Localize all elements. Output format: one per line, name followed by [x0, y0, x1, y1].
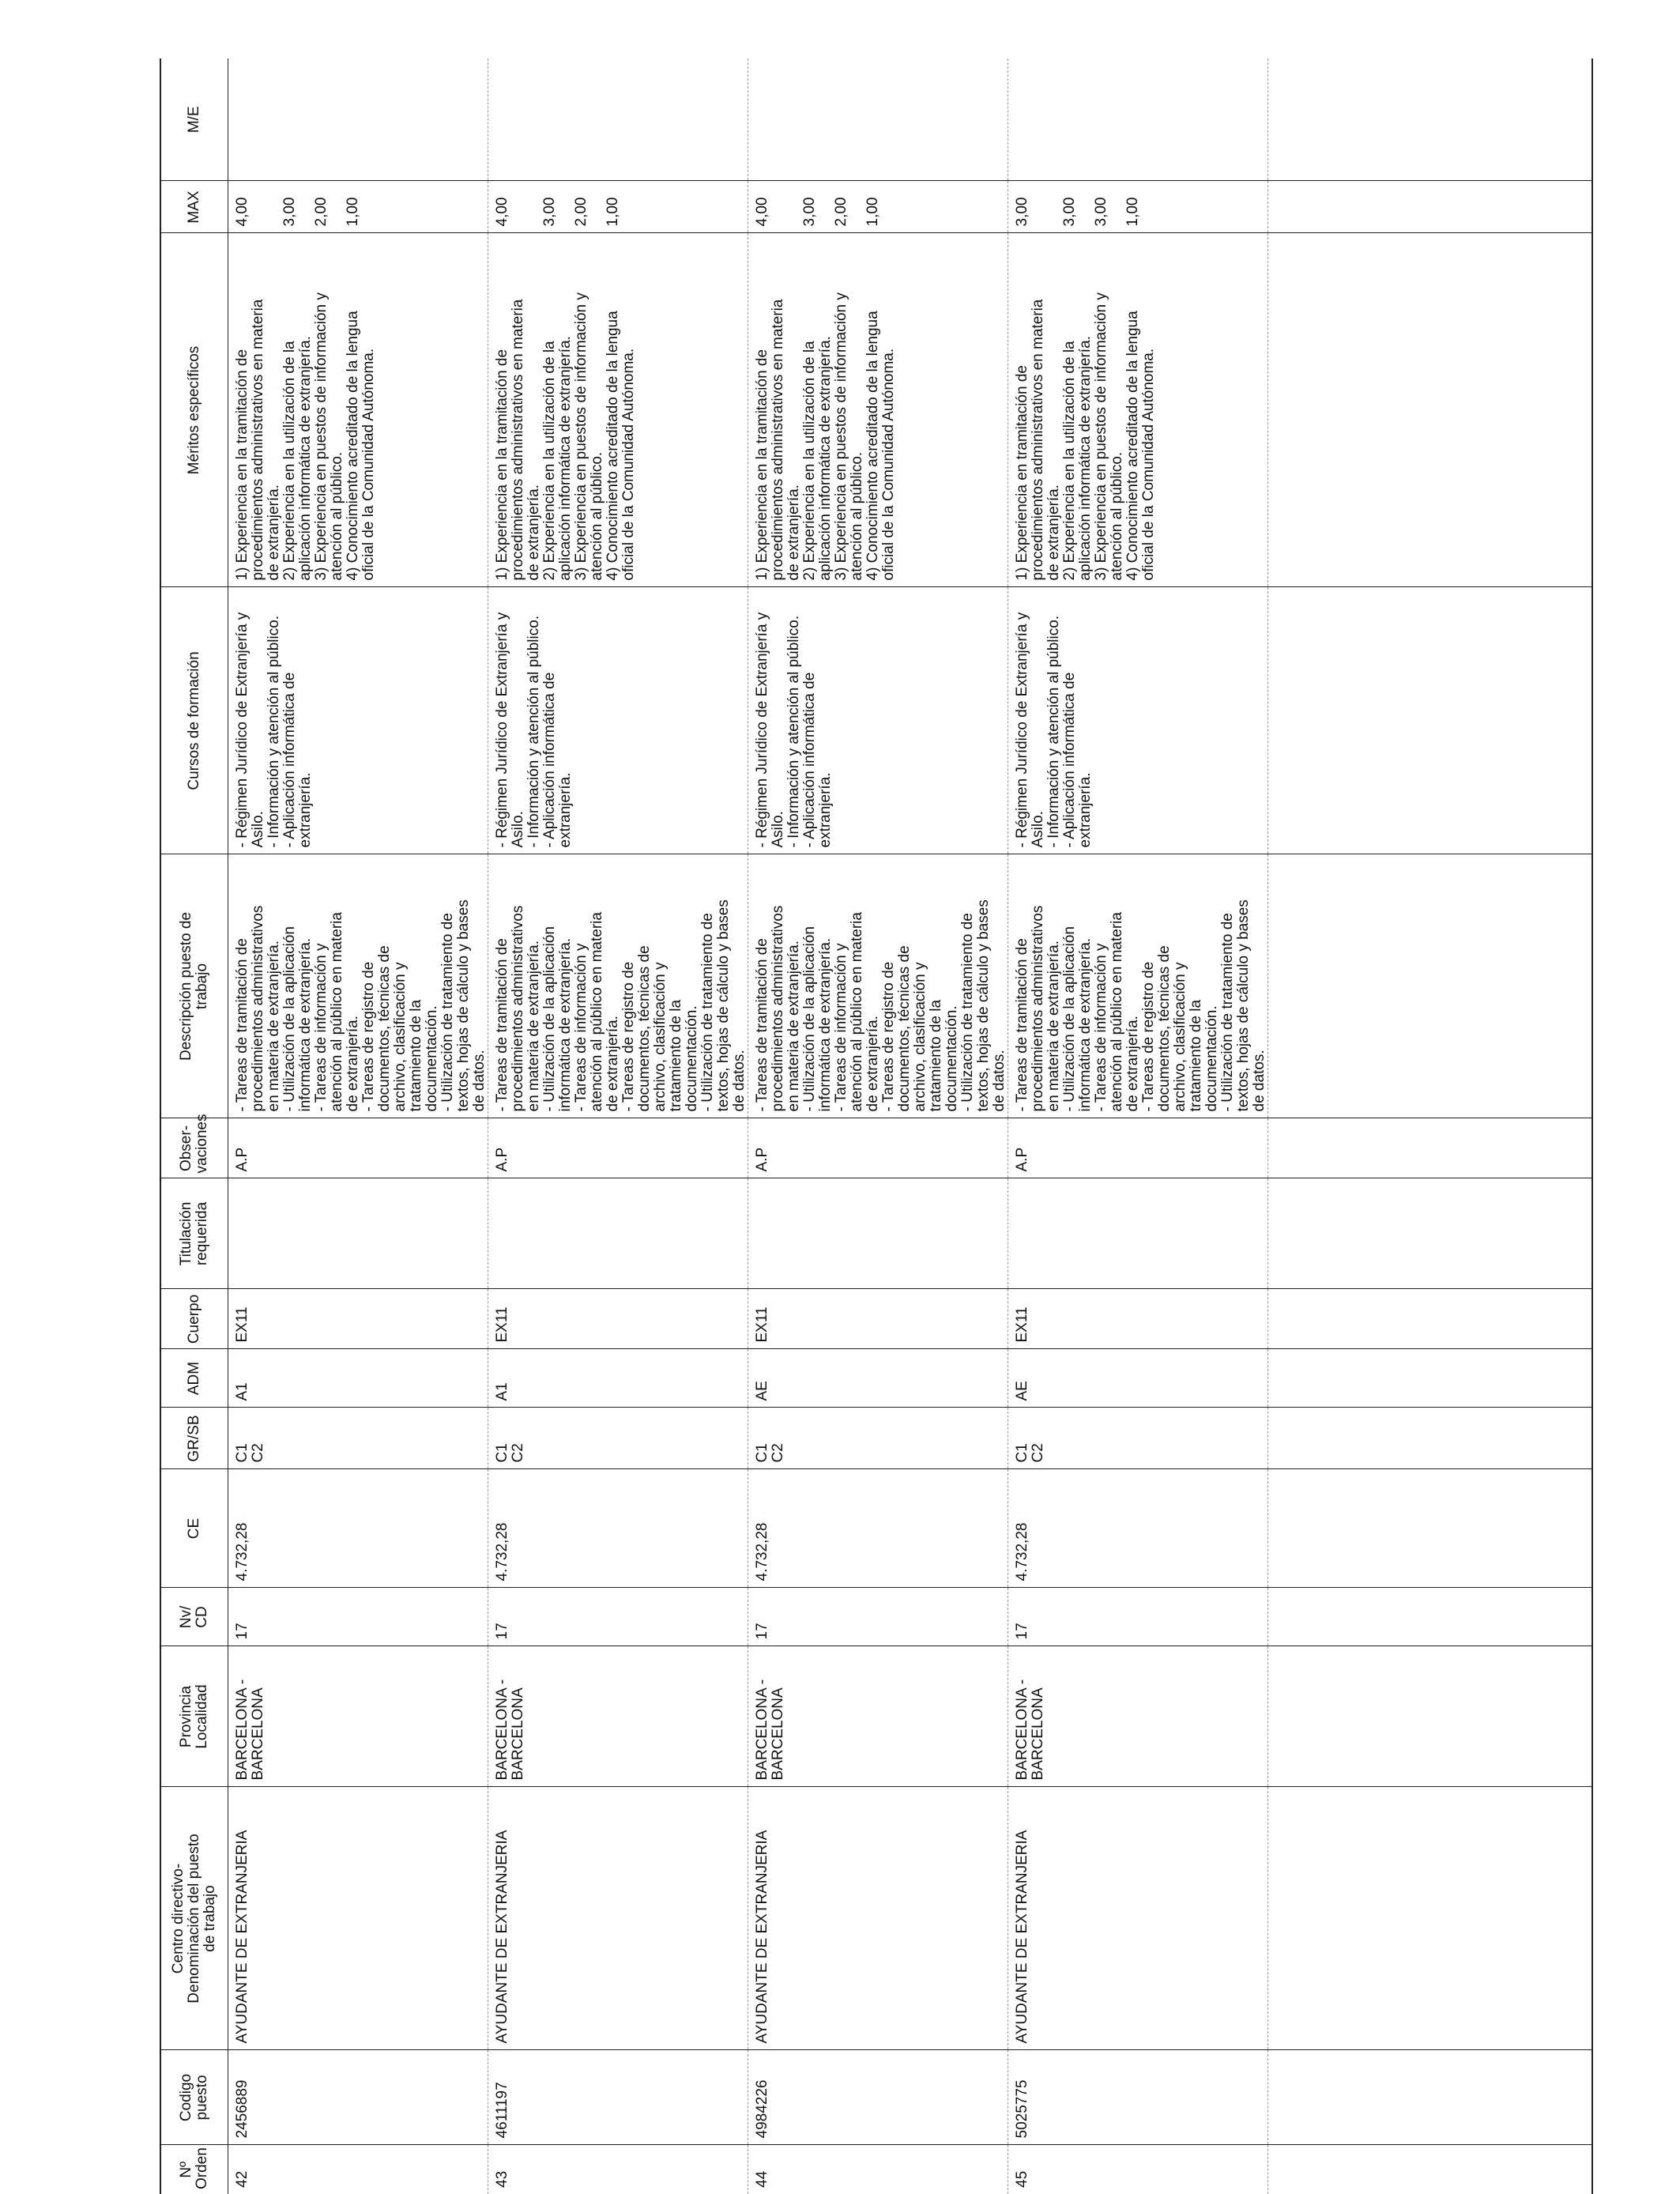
filler-cell — [1268, 587, 1593, 854]
max-cell — [748, 181, 1008, 233]
titulacion-cell — [488, 1178, 748, 1289]
table-row — [488, 58, 748, 2194]
header-descripcion: Descripción puesto de trabajo — [160, 854, 228, 1118]
max-spacer — [786, 188, 802, 227]
header-provincia: Provincia Localidad — [160, 1646, 228, 1787]
grsb-cell: C1 C2 — [1008, 1408, 1268, 1469]
max-value: 3,00 — [1014, 197, 1030, 227]
filler-cell — [1268, 1349, 1593, 1408]
grsb-cell: C1 C2 — [488, 1408, 748, 1469]
meritos-cell: 1) Experiencia en tramitación de procedimientos administrativos en materia de extranjería. 2) Experiencia en la utilización de la aplicación informática de extranjería. 3) Experiencia en puestos de información y atención al público. 4) Conocimiento acreditado de la lengua oficial de la Comunidad Autónoma. — [1008, 233, 1268, 587]
descripcion-cell: - Tareas de tramitación de procedimientos administrativos en materia de extranjería. - Utilización de la aplicación informática de extranjería. - Tareas de información y atención al público en materia de extranjería. - Tareas de registro de documentos, técnicas de archivo, clasificación y tratamiento de la documentación. - Utilización de tratamiento de textos, hojas de cálculo y bases de datos. — [228, 854, 488, 1118]
provincia-cell: BARCELONA - BARCELONA — [748, 1646, 1008, 1787]
max-value: 4,00 — [494, 197, 510, 227]
observaciones-cell: A.P — [488, 1118, 748, 1178]
adm-cell: A1 — [488, 1349, 748, 1408]
filler-cell — [1268, 233, 1593, 587]
ce-cell: 4.732,28 — [1008, 1469, 1268, 1588]
descripcion-cell: - Tareas de tramitación de procedimientos administrativos en materia de extranjería. - Utilización de la aplicación informática de extranjería. - Tareas de información y atención al público en materia de extranjería. - Tareas de registro de documentos, técnicas de archivo, clasificación y tratamiento de la documentación. - Utilización de tratamiento de textos, hojas de cálculo y bases de datos. — [488, 854, 748, 1118]
provincia-cell: BARCELONA - BARCELONA — [228, 1646, 488, 1787]
header-titulacion: Titulación requerida — [160, 1178, 228, 1289]
table-row — [228, 58, 488, 2194]
orden-cell: 44 — [748, 2145, 1008, 2194]
max-value: 1,00 — [605, 197, 621, 227]
max-spacer — [849, 188, 865, 227]
cuerpo-cell: EX11 — [748, 1289, 1008, 1349]
filler-cell — [1268, 854, 1593, 1118]
cuerpo-cell: EX11 — [228, 1289, 488, 1349]
descripcion-cell: - Tareas de tramitación de procedimientos administrativos en materia de extranjería. - Utilización de la aplicación informática de extranjería. - Tareas de información y atención al público en materia de extranjería. - Tareas de registro de documentos, técnicas de archivo, clasificación y tratamiento de la documentación. - Utilización de tratamiento de textos, hojas de cálculo y bases de datos. — [1008, 854, 1268, 1118]
header-row — [160, 58, 228, 2194]
provincia-cell: BARCELONA - BARCELONA — [1008, 1646, 1268, 1787]
max-value: 3,00 — [1093, 197, 1109, 227]
max-spacer — [590, 188, 605, 227]
grsb-cell: C1 C2 — [228, 1408, 488, 1469]
header-max: MAX — [160, 181, 228, 233]
cuerpo-cell: EX11 — [1008, 1289, 1268, 1349]
max-spacer — [1078, 188, 1094, 227]
codigo-cell: 4984226 — [748, 2050, 1008, 2145]
centro-cell: AYUDANTE DE EXTRANJERIA — [748, 1787, 1008, 2050]
header-cursos: Cursos de formación — [160, 587, 228, 854]
nivel-cell: 17 — [1008, 1588, 1268, 1646]
max-spacer — [558, 188, 574, 227]
provincia-cell: BARCELONA - BARCELONA — [488, 1646, 748, 1787]
header-me: M/E — [160, 58, 228, 181]
max-value: 4,00 — [754, 197, 770, 227]
header-cuerpo: Cuerpo — [160, 1289, 228, 1349]
descripcion-cell: - Tareas de tramitación de procedimientos administrativos en materia de extranjería. - Utilización de la aplicación informática de extranjería. - Tareas de información y atención al público en materia de extranjería. - Tareas de registro de documentos, técnicas de archivo, clasificación y tratamiento de la documentación. - Utilización de tratamiento de textos, hojas de cálculo y bases de datos. — [748, 854, 1008, 1118]
codigo-cell: 4611197 — [488, 2050, 748, 2145]
max-value: 1,00 — [864, 197, 881, 227]
table-row — [1008, 58, 1268, 2194]
filler-cell — [1268, 1289, 1593, 1349]
max-spacer — [330, 188, 345, 227]
header-grsb: GR/SB — [160, 1408, 228, 1469]
cuerpo-cell: EX11 — [488, 1289, 748, 1349]
cursos-cell: - Régimen Jurídico de Extranjería y Asilo. - Información y atención al público. - Aplicación informática de extranjería. — [488, 587, 748, 854]
centro-cell: AYUDANTE DE EXTRANJERIA — [488, 1787, 748, 2050]
max-spacer — [818, 188, 834, 227]
me-cell — [228, 58, 488, 181]
adm-cell: AE — [1008, 1349, 1268, 1408]
filler-cell — [1268, 1178, 1593, 1289]
header-adm: ADM — [160, 1349, 228, 1408]
centro-cell: AYUDANTE DE EXTRANJERIA — [228, 1787, 488, 2050]
header-codigo: Codigo puesto — [160, 2050, 228, 2145]
me-cell — [1008, 58, 1268, 181]
max-spacer — [510, 188, 526, 227]
header-ce: CE — [160, 1469, 228, 1588]
filler-cell — [1268, 1646, 1593, 1787]
filler-cell — [1268, 2050, 1593, 2145]
max-spacer — [1030, 188, 1046, 227]
filler-cell — [1268, 1469, 1593, 1588]
filler-cell — [1268, 2145, 1593, 2194]
filler-cell — [1268, 181, 1593, 233]
header-centro: Centro directivo- Denominación del puesto de trabajo — [160, 1787, 228, 2050]
table-bottom-filler — [1268, 58, 1593, 2194]
observaciones-cell: A.P — [228, 1118, 488, 1178]
max-spacer — [1046, 188, 1062, 227]
filler-cell — [1268, 1118, 1593, 1178]
ce-cell: 4.732,28 — [228, 1469, 488, 1588]
header-observaciones: Obser- vaciones — [160, 1118, 228, 1178]
max-value: 1,00 — [345, 197, 361, 227]
header-orden: Nº Orden — [160, 2145, 228, 2194]
cursos-cell: - Régimen Jurídico de Extranjería y Asilo. - Información y atención al público. - Aplicación informática de extranjería. — [228, 587, 488, 854]
cursos-cell: - Régimen Jurídico de Extranjería y Asilo. - Información y atención al público. - Aplicación informática de extranjería. — [1008, 587, 1268, 854]
meritos-cell: 1) Experiencia en la tramitación de procedimientos administrativos en materia de extranjería. 2) Experiencia en la utilización de la aplicación informática de extranjería. 3) Experiencia en puestos de información y atención al público. 4) Conocimiento acreditado de la lengua oficial de la Comunidad Autónoma. — [748, 233, 1008, 587]
max-spacer — [266, 188, 282, 227]
filler-cell — [1268, 1588, 1593, 1646]
adm-cell: AE — [748, 1349, 1008, 1408]
grsb-cell: C1 C2 — [748, 1408, 1008, 1469]
header-meritos: Méritos específicos — [160, 233, 228, 587]
max-value: 2,00 — [313, 197, 330, 227]
codigo-cell: 2456889 — [228, 2050, 488, 2145]
filler-cell — [1268, 1787, 1593, 2050]
table-row — [748, 58, 1008, 2194]
max-spacer — [298, 188, 314, 227]
max-value: 3,00 — [1061, 197, 1078, 227]
max-spacer — [250, 188, 266, 227]
orden-cell: 43 — [488, 2145, 748, 2194]
max-spacer — [1109, 188, 1125, 227]
rotated-table-wrapper — [160, 58, 1593, 2194]
orden-cell: 42 — [234, 2170, 250, 2188]
max-value: 2,00 — [833, 197, 849, 227]
titulacion-cell — [228, 1178, 488, 1289]
max-value: 3,00 — [541, 197, 558, 227]
max-value: 1,00 — [1124, 197, 1141, 227]
me-cell — [488, 58, 748, 181]
titulacion-cell — [1008, 1178, 1268, 1289]
nivel-cell: 17 — [228, 1588, 488, 1646]
max-value: 3,00 — [281, 197, 298, 227]
max-cell — [488, 181, 748, 233]
max-spacer — [770, 188, 786, 227]
observaciones-cell: A.P — [748, 1118, 1008, 1178]
centro-cell: AYUDANTE DE EXTRANJERIA — [1008, 1787, 1268, 2050]
nivel-cell: 17 — [748, 1588, 1008, 1646]
max-value: 3,00 — [801, 197, 818, 227]
max-cell — [1008, 181, 1268, 233]
nivel-cell: 17 — [488, 1588, 748, 1646]
filler-cell — [1268, 1408, 1593, 1469]
titulacion-cell — [748, 1178, 1008, 1289]
meritos-cell: 1) Experiencia en la tramitación de procedimientos administrativos en materia de extranjería. 2) Experiencia en la utilización de la aplicación informática de extranjería. 3) Experiencia en puestos de información y atención al público. 4) Conocimiento acreditado de la lengua oficial de la Comunidad Autónoma. — [228, 233, 488, 587]
max-cell — [228, 181, 488, 233]
adm-cell: A1 — [228, 1349, 488, 1408]
header-nivel: Nv/ CD — [160, 1588, 228, 1646]
filler-cell — [1268, 58, 1593, 181]
meritos-cell: 1) Experiencia en la tramitación de procedimientos administrativos en materia de extranjería. 2) Experiencia en la utilización de la aplicación informática de extranjería. 3) Experiencia en puestos de información y atención al público. 4) Conocimiento acreditado de la lengua oficial de la Comunidad Autónoma. — [488, 233, 748, 587]
max-value: 4,00 — [234, 197, 250, 227]
orden-cell: 45 — [1008, 2145, 1268, 2194]
job-positions-table — [160, 58, 1593, 2194]
ce-cell: 4.732,28 — [748, 1469, 1008, 1588]
me-cell — [748, 58, 1008, 181]
ce-cell: 4.732,28 — [488, 1469, 748, 1588]
max-value: 2,00 — [573, 197, 590, 227]
observaciones-cell: A.P — [1008, 1118, 1268, 1178]
cursos-cell: - Régimen Jurídico de Extranjería y Asilo. - Información y atención al público. - Aplicación informática de extranjería. — [748, 587, 1008, 854]
max-spacer — [526, 188, 542, 227]
codigo-cell: 5025775 — [1008, 2050, 1268, 2145]
